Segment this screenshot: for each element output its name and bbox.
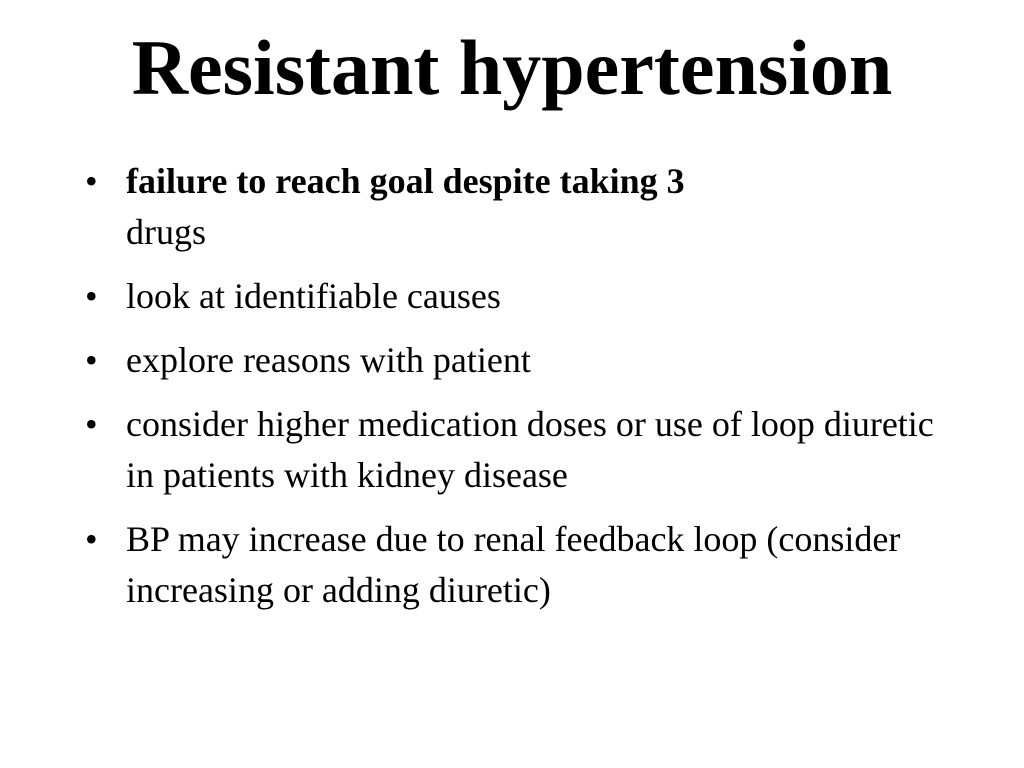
- bullet-icon: •: [85, 404, 98, 444]
- bullet-bold-text: failure to reach goal despite taking 3: [126, 161, 685, 201]
- bullet-text: consider higher medication doses or use of loop diuretic in patients with kidney disease: [126, 404, 934, 495]
- bullet-item-explore-reasons: [85, 335, 945, 386]
- bullet-text: drugs: [126, 212, 206, 252]
- bullet-item-higher-doses: [85, 399, 945, 501]
- bullet-icon: •: [85, 340, 98, 380]
- bullet-icon: •: [85, 519, 98, 559]
- bullet-item-renal-feedback: [85, 514, 945, 616]
- bullet-icon: •: [85, 161, 98, 201]
- bullet-icon: •: [85, 276, 98, 316]
- bullet-text: BP may increase due to renal feedback loop (consider increasing or adding diuretic): [126, 519, 901, 610]
- bullet-list: [85, 156, 945, 629]
- bullet-text: look at identifiable causes: [126, 276, 501, 316]
- bullet-item-goal-failure: [85, 156, 945, 258]
- slide-title: Resistant hypertension: [131, 24, 893, 111]
- bullet-text: explore reasons with patient: [126, 340, 531, 380]
- bullet-item-identifiable-causes: [85, 271, 945, 322]
